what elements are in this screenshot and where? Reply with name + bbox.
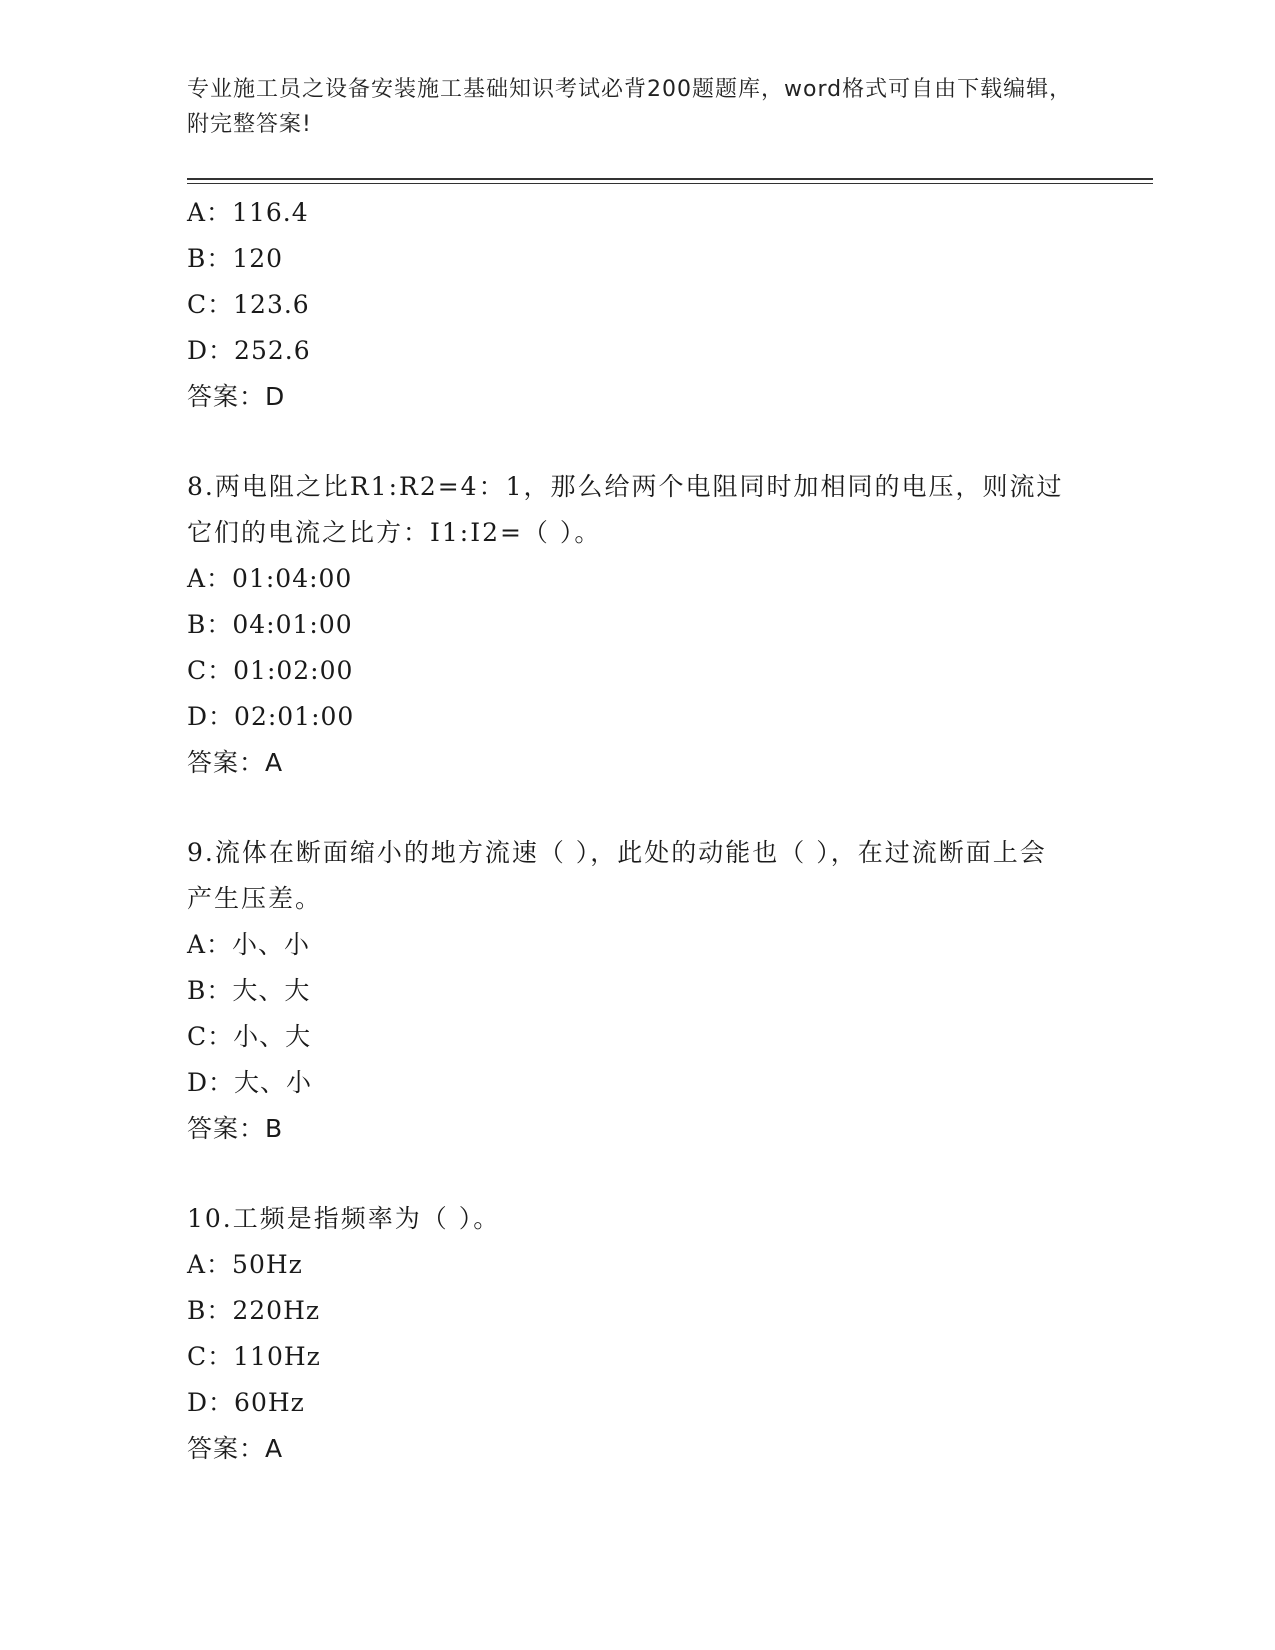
- option-a: A：50Hz: [187, 1250, 303, 1279]
- option-c: C：小、大: [187, 1022, 312, 1051]
- option-d: D：60Hz: [187, 1388, 305, 1417]
- header-divider-thick: [187, 178, 1153, 180]
- answer-line: 答案：B: [187, 1114, 284, 1143]
- answer-line: 答案：A: [187, 748, 284, 777]
- option-d: D：02:01:00: [187, 702, 355, 731]
- option-c: C：110Hz: [187, 1342, 321, 1371]
- option-d: D：大、小: [187, 1068, 313, 1097]
- document-header: 专业施工员之设备安装施工基础知识考试必背200题题库，word格式可自由下载编辑，附完整答案!: [187, 77, 1073, 137]
- question-stem: 10.工频是指频率为（ ）。: [187, 1204, 501, 1233]
- question-block-9: [187, 830, 1087, 1152]
- option-b: B：04:01:00: [187, 610, 353, 639]
- answer-line: 答案：A: [187, 1434, 284, 1463]
- option-a: A：小、小: [187, 930, 311, 959]
- question-block-8: [187, 464, 1087, 786]
- option-a: A：116.4: [187, 198, 309, 227]
- option-b: B：220Hz: [187, 1296, 321, 1325]
- option-b: B：120: [187, 244, 284, 273]
- question-block-7: [187, 190, 1087, 420]
- question-stem: 9.流体在断面缩小的地方流速（ ），此处的动能也（ ），在过流断面上会产生压差。: [187, 838, 1047, 913]
- option-b: B：大、大: [187, 976, 311, 1005]
- option-a: A：01:04:00: [187, 564, 353, 593]
- answer-line: 答案：D: [187, 382, 286, 411]
- question-stem: 8.两电阻之比R1:R2=4：1，那么给两个电阻同时加相同的电压，则流过它们的电流之比方：I1:I2=（ ）。: [187, 472, 1064, 547]
- option-d: D：252.6: [187, 336, 311, 365]
- option-c: C：01:02:00: [187, 656, 354, 685]
- question-list: [187, 190, 1087, 1472]
- header-divider-thin: [187, 183, 1153, 184]
- question-block-10: [187, 1196, 1087, 1472]
- option-c: C：123.6: [187, 290, 310, 319]
